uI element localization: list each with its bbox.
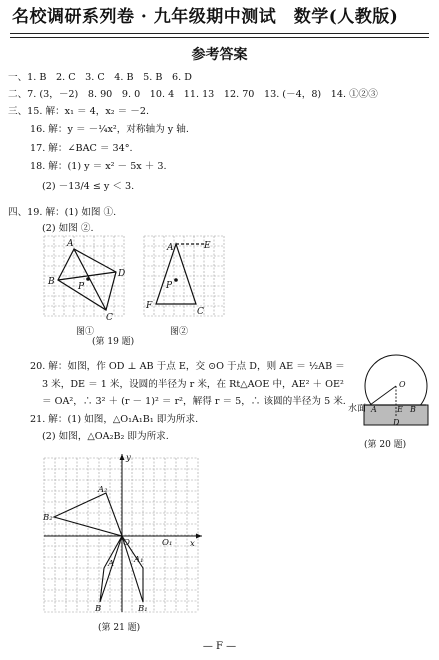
- answer-fill: 二、7. (3，－2) 8. 90 9. 0 10. 4 11. 13 12. 70 13. (－4，8) 14. ①②③: [8, 89, 378, 100]
- fig19-right-caption: 图②: [170, 327, 189, 337]
- answer-21-1: 21. 解：(1) 如图，△O₁A₁B₁ 即为所求.: [30, 414, 199, 425]
- fig19-label-F: F: [146, 301, 153, 311]
- fig19-label-D: D: [118, 269, 126, 279]
- figure-21: [40, 448, 208, 616]
- fig21-label-B2: B₂: [43, 513, 53, 523]
- answer-20-line3: ＝ OA²，∴ 3² ＋ (r － 1)² ＝ r²，解得 r ＝ 5，∴ 该圆的半径为 5 米.: [42, 396, 346, 407]
- title-rule-top: [10, 33, 429, 34]
- figure-21-caption: (第 21 题): [98, 623, 141, 633]
- fig21-label-A: A: [108, 559, 115, 569]
- page-title: 名校调研系列卷 · 九年级期中测试 数学(人教版): [12, 7, 399, 27]
- fig19-label-C2: C: [197, 307, 204, 317]
- fig21-label-B: B: [95, 604, 102, 614]
- answer-choice: 一、1. B 2. C 3. C 4. B 5. B 6. D: [8, 72, 192, 83]
- fig19-left-caption: 图①: [76, 327, 95, 337]
- fig21-axis-x: x: [190, 539, 195, 549]
- figure-20-caption: (第 20 题): [364, 440, 407, 450]
- fig21-label-B1: B₁: [138, 604, 148, 614]
- fig21-label-A1: A₁: [134, 555, 144, 565]
- answer-20-line1: 20. 解：如图，作 OD ⊥ AB 于点 E，交 ⊙O 于点 D，则 AE ＝ ½AB ＝: [30, 361, 345, 372]
- page-number: — F —: [202, 641, 237, 652]
- fig21-label-O: O: [123, 538, 130, 548]
- answer-18-1: 18. 解：(1) y ＝ x² － 5x ＋ 3.: [30, 161, 167, 172]
- figure-19-caption: (第 19 题): [92, 337, 135, 347]
- fig20-label-E: E: [397, 405, 403, 414]
- answer-16: 16. 解：y ＝ －¼x²，对称轴为 y 轴.: [30, 124, 189, 135]
- fig20-label-B: B: [410, 405, 416, 414]
- answer-19-2: (2) 如图 ②.: [42, 223, 94, 234]
- fig19-label-B: B: [48, 277, 55, 287]
- fig19-label-P2: P: [166, 281, 173, 291]
- answer-21-2: (2) 如图，△OA₂B₂ 即为所求.: [42, 431, 169, 442]
- answer-19-1: 四、19. 解：(1) 如图 ①.: [8, 207, 117, 218]
- fig19-label-C: C: [106, 313, 113, 323]
- fig19-label-E: E: [204, 241, 211, 251]
- answer-15: 三、15. 解：x₁ ＝ 4，x₂ ＝ －2.: [8, 106, 150, 117]
- fig20-water-label: 水面: [348, 404, 367, 414]
- fig19-label-A: A: [67, 239, 74, 249]
- fig19-label-A2: A: [167, 243, 174, 253]
- fig20-label-D: D: [393, 418, 400, 427]
- figure-19: [40, 232, 230, 350]
- title-rule-bottom: [10, 37, 429, 38]
- section-title: 参考答案: [191, 47, 248, 63]
- answer-17: 17. 解：∠BAC ＝ 34°.: [30, 143, 133, 154]
- answer-20-line2: 3 米，DE ＝ 1 米，设圆的半径为 r 米，在 Rt△AOE 中，AE² ＋ OE²: [42, 379, 344, 390]
- fig21-label-A2: A₂: [98, 485, 108, 495]
- fig19-label-P: P: [78, 282, 85, 292]
- fig20-label-O: O: [399, 380, 406, 389]
- fig20-label-A: A: [371, 405, 377, 414]
- fig21-axis-y: y: [126, 453, 131, 463]
- fig21-label-O1: O₁: [162, 538, 173, 548]
- answer-18-2: (2) －13/4 ≤ y ＜ 3.: [42, 181, 135, 192]
